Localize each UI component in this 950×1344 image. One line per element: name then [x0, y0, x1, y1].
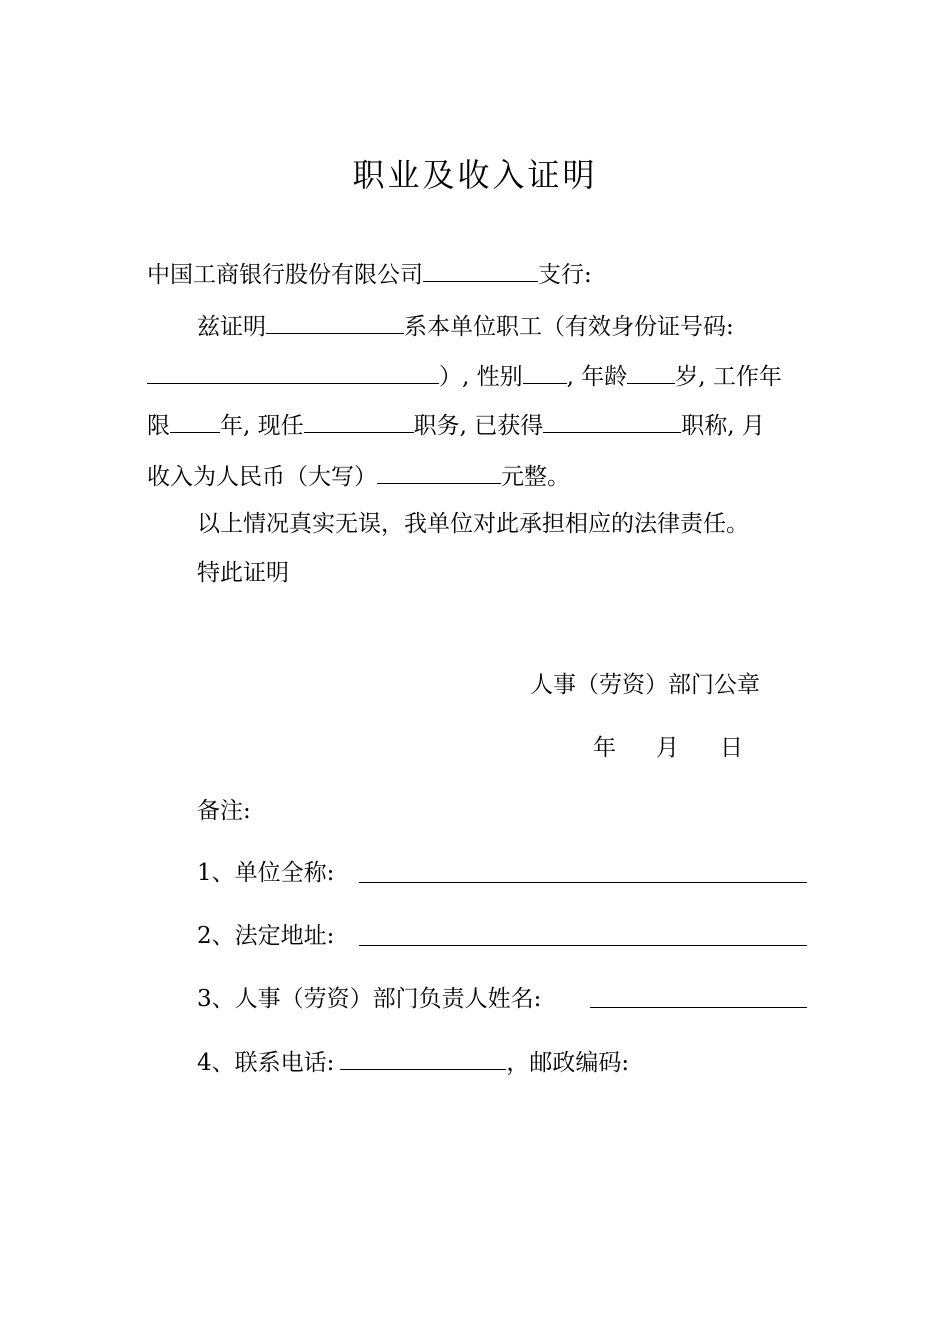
company-name-field[interactable] [359, 882, 807, 883]
closing-text: 特此证明 [197, 560, 289, 586]
employee-name-field[interactable] [266, 311, 404, 334]
monthly-label-start: 职称, 月 [681, 413, 765, 439]
legal-address-field[interactable] [359, 945, 807, 946]
income-unit: 元整。 [501, 464, 570, 490]
phone-field[interactable] [340, 1047, 506, 1070]
professional-title-field[interactable] [543, 410, 681, 433]
document-title: 职业及收入证明 [352, 156, 598, 194]
notes-item-3: 3、人事（劳资）部门负责人姓名: [197, 986, 542, 1012]
addressee-suffix: 支行: [538, 262, 592, 288]
certify-text: 兹证明 [197, 314, 266, 340]
addressee-prefix: 中国工商银行股份有限公司 [147, 262, 423, 288]
years-label-start: 岁, 工作年 [675, 364, 782, 390]
work-years-field[interactable] [170, 410, 220, 433]
position-field[interactable] [304, 410, 414, 433]
seal-label: 人事（劳资）部门公章 [530, 672, 760, 698]
date-day-label: 日 [720, 735, 743, 761]
branch-name-field[interactable] [423, 259, 538, 282]
age-field[interactable] [627, 361, 675, 384]
notes-item-1: 1、单位全称: [197, 860, 335, 886]
notes-heading: 备注: [197, 798, 251, 824]
body-line-1 [197, 311, 734, 341]
body-line-2 [147, 361, 782, 391]
title-label: 职务, 已获得 [413, 413, 544, 439]
body-line-3 [147, 410, 765, 440]
years-label-end: 限 [147, 413, 170, 439]
notes-item-4 [197, 1047, 629, 1077]
date-month-label: 月 [656, 735, 679, 761]
position-label: 年, 现任 [220, 413, 304, 439]
date-year-label: 年 [593, 735, 616, 761]
gender-field[interactable] [523, 361, 567, 384]
postal-code-label: ，邮政编码: [506, 1050, 630, 1076]
gender-label: ）, 性别 [439, 364, 523, 390]
hr-manager-name-field[interactable] [590, 1007, 807, 1008]
age-label: , 年龄 [566, 364, 628, 390]
employee-status-text: 系本单位职工（有效身份证号码: [404, 314, 734, 340]
addressee-line [147, 259, 592, 289]
phone-label: 4、联系电话: [197, 1050, 335, 1076]
income-label: 收入为人民币（大写） [147, 464, 377, 490]
id-number-field[interactable] [147, 361, 439, 384]
income-amount-field[interactable] [377, 461, 501, 484]
notes-item-2: 2、法定地址: [197, 923, 335, 949]
statement-text: 以上情况真实无误，我单位对此承担相应的法律责任。 [197, 511, 749, 537]
body-line-4 [147, 461, 570, 491]
